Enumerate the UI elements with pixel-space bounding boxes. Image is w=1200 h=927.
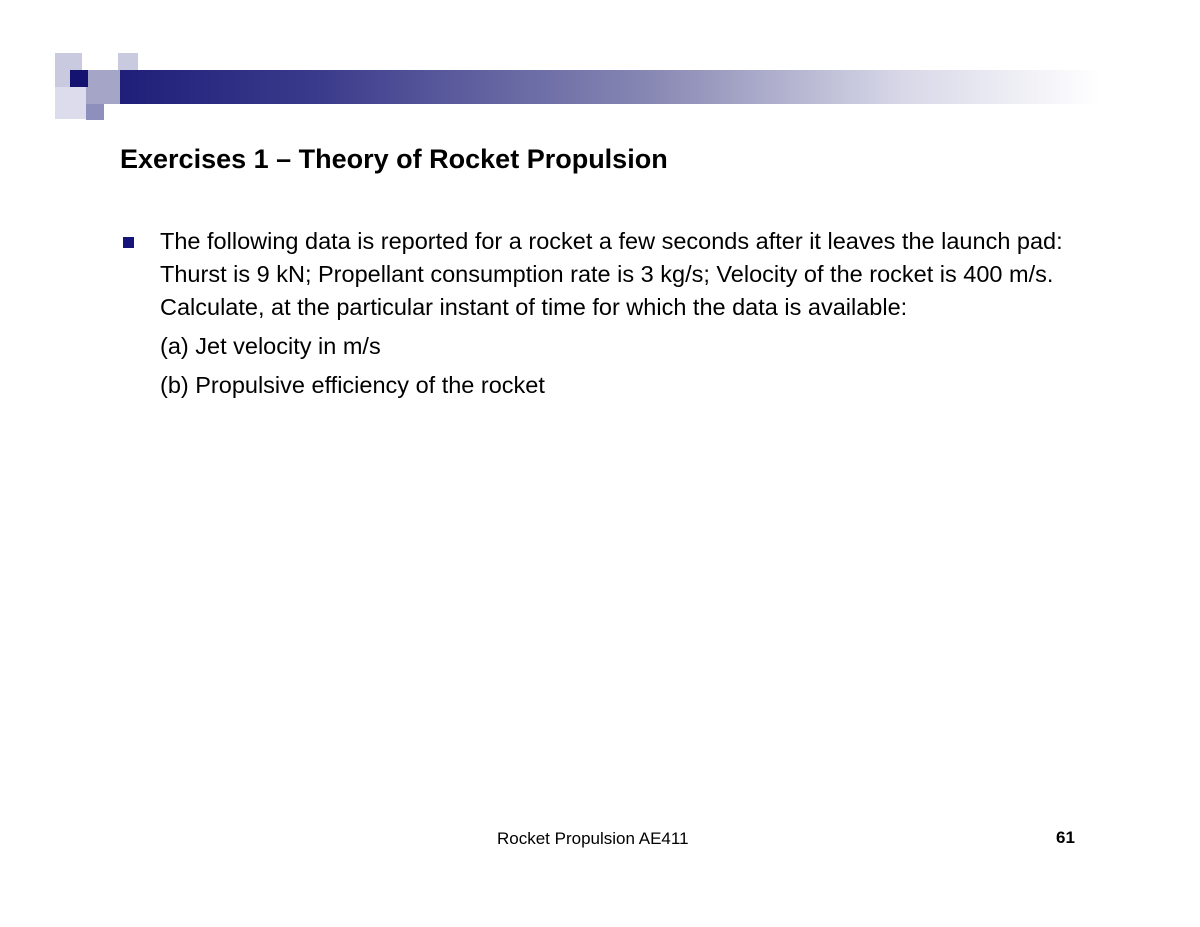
decor-square — [55, 87, 87, 119]
footer-course: Rocket Propulsion AE411 — [497, 829, 689, 848]
square-bullet-icon — [123, 237, 134, 248]
decor-square-dark — [70, 70, 88, 87]
decor-square — [86, 70, 120, 104]
slide-content — [120, 225, 1080, 402]
decor-square — [86, 104, 104, 120]
bullet-text: The following data is reported for a rocket a few seconds after it leaves the launch pad: Thurst is 9 kN; Propellant consumption rate is 3 kg/s; Velocity of the rocket is 400 m/s. Calculate, at the particular instant of time for which the data is available: — [160, 228, 1063, 320]
header-gradient-band — [120, 70, 1100, 104]
slide-title: Exercises 1 – Theory of Rocket Propulsion — [120, 144, 668, 174]
bullet-item — [120, 225, 1080, 324]
page-number: 61 — [1056, 828, 1075, 847]
sub-item-a: (a) Jet velocity in m/s — [160, 333, 381, 359]
sub-item-b: (b) Propulsive efficiency of the rocket — [160, 372, 545, 398]
